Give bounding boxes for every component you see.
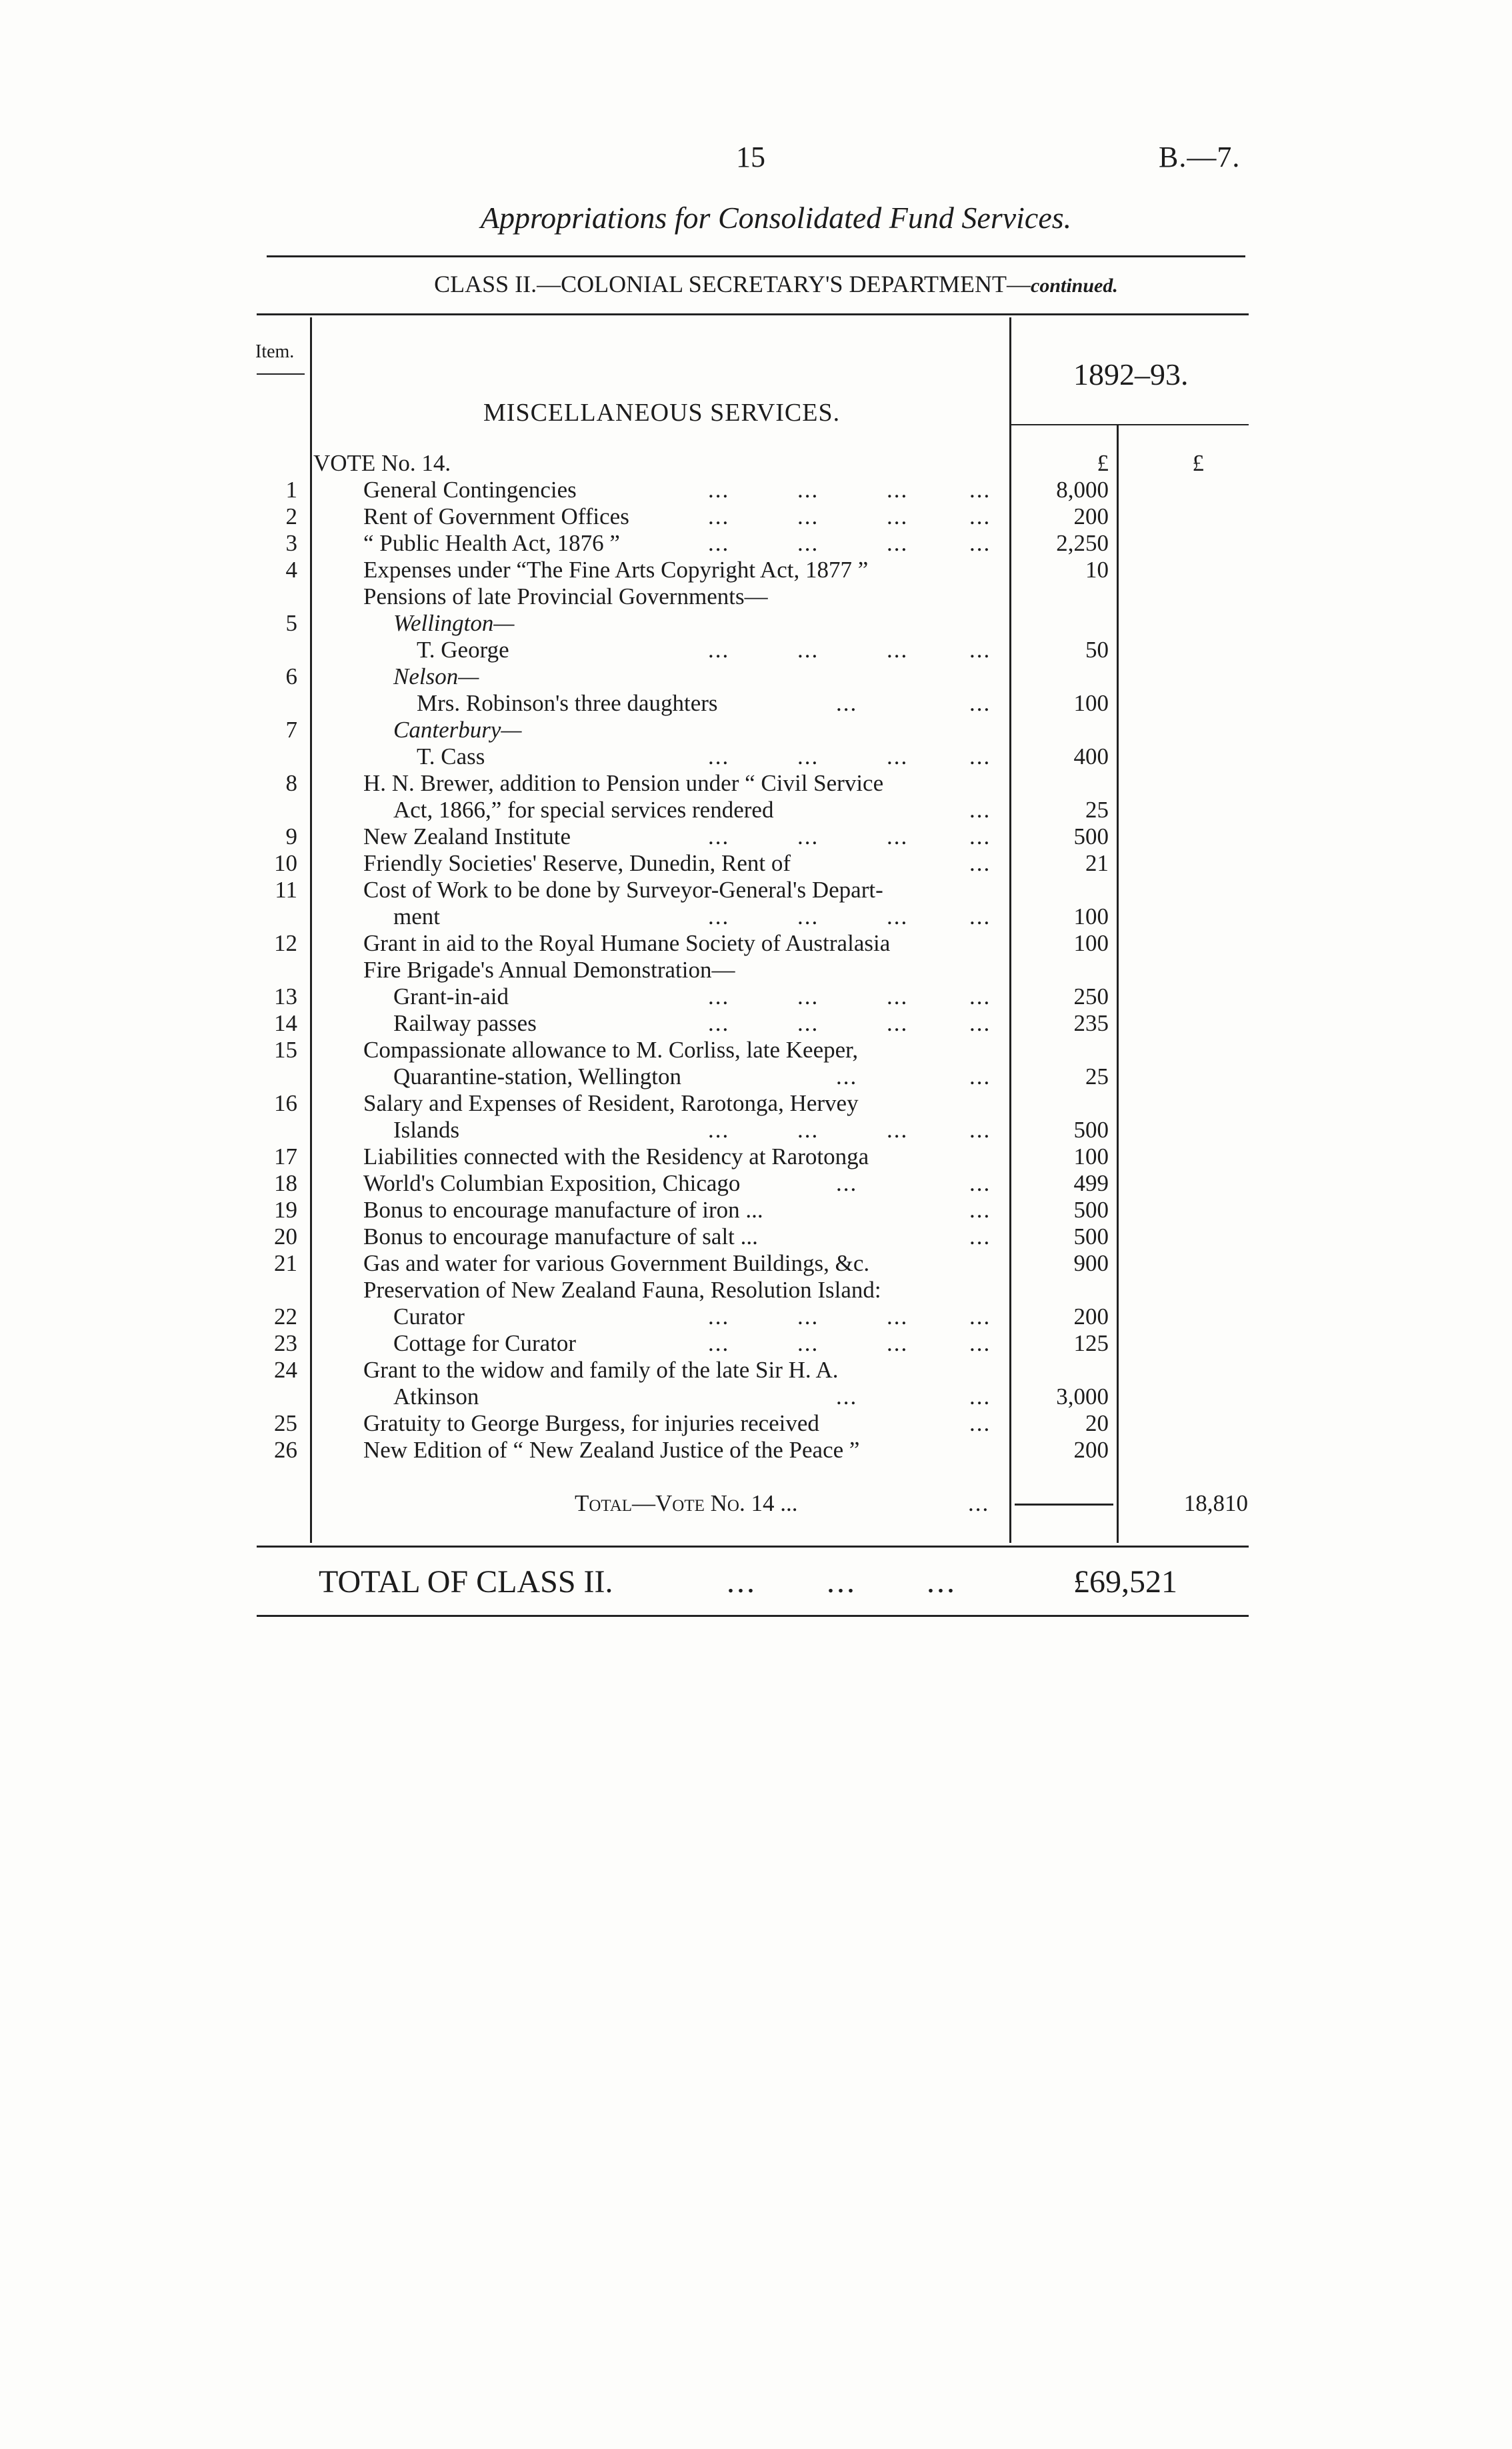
dot-leader: ...: [708, 1010, 730, 1036]
table-row: [0, 1410, 1512, 1437]
vote-total-row: [0, 1490, 1512, 1517]
item-description: Railway passes: [393, 1010, 537, 1036]
table-row: [0, 663, 1512, 690]
item-number: 13: [274, 983, 297, 1009]
table-row: [0, 903, 1512, 930]
table-row: [0, 557, 1512, 583]
dot-leader: ...: [969, 850, 991, 876]
table-row: [0, 850, 1512, 877]
dot-leader: ...: [887, 1117, 909, 1143]
item-description: Quarantine-station, Wellington: [393, 1063, 681, 1089]
item-number: 19: [274, 1197, 297, 1223]
year-header-rule: [1011, 424, 1249, 425]
dot-leader: ...: [797, 743, 819, 769]
dot-leader: ...: [887, 637, 909, 663]
item-description: Cost of Work to be done by Surveyor-General's Depart-: [363, 877, 883, 903]
item-number: 9: [285, 823, 297, 849]
table-top-rule: [257, 313, 1249, 315]
item-description: H. N. Brewer, addition to Pension under “ Civil Service: [363, 770, 884, 796]
dot-leader: ...: [969, 530, 991, 556]
dot-leader: ...: [969, 823, 991, 849]
item-description: Bonus to encourage manufacture of iron ...: [363, 1197, 763, 1223]
item-amount: 499: [1073, 1170, 1109, 1196]
table-row: [0, 770, 1512, 797]
item-amount: 25: [1085, 797, 1109, 823]
item-number: 23: [274, 1330, 297, 1356]
table-row: [0, 583, 1512, 610]
item-amount: 100: [1073, 930, 1109, 956]
dot-leader: ...: [797, 823, 819, 849]
dot-leader: ...: [969, 903, 991, 929]
item-amount: 100: [1073, 690, 1109, 716]
table-row: [0, 1037, 1512, 1063]
item-amount: 3,000: [1056, 1384, 1109, 1410]
class-heading-suffix: continued.: [1031, 275, 1118, 297]
item-description: World's Columbian Exposition, Chicago: [363, 1170, 741, 1196]
page-number: 15: [736, 141, 765, 173]
item-amount: 400: [1073, 743, 1109, 769]
dot-leader: ...: [969, 503, 991, 529]
item-number: 12: [274, 930, 297, 956]
item-amount: 21: [1085, 850, 1109, 876]
table-row: [0, 610, 1512, 637]
dot-leader: ...: [969, 1063, 991, 1089]
dot-leader: ...: [797, 1010, 819, 1036]
item-description: Mrs. Robinson's three daughters: [417, 690, 718, 716]
dot-leader: ...: [969, 1117, 991, 1143]
item-description: Grant-in-aid: [393, 983, 509, 1009]
item-number: 14: [274, 1010, 297, 1036]
item-amount: 8,000: [1056, 477, 1109, 503]
dot-leader: ...: [969, 1410, 991, 1436]
item-number: 25: [274, 1410, 297, 1436]
table-row: [0, 1063, 1512, 1090]
dot-leader: ...: [969, 1197, 991, 1223]
dot-leader: ...: [887, 1010, 909, 1036]
table-row: [0, 1117, 1512, 1143]
item-description: Gas and water for various Government Buildings, &c.: [363, 1250, 870, 1276]
table-row: [0, 530, 1512, 557]
dot-leader: ...: [708, 1304, 730, 1330]
item-amount: 500: [1073, 1197, 1109, 1223]
class-heading-text: CLASS II.—COLONIAL SECRETARY'S DEPARTMENT—: [434, 271, 1031, 297]
item-amount: 500: [1073, 1223, 1109, 1250]
table-row: [0, 1170, 1512, 1197]
item-description: Islands: [393, 1117, 460, 1143]
item-description: Expenses under “The Fine Arts Copyright Act, 1877 ”: [363, 557, 869, 583]
dot-leader: ...: [797, 477, 819, 503]
table-row: [0, 1304, 1512, 1330]
dot-leader: ...: [969, 1223, 991, 1250]
table-row: [0, 477, 1512, 503]
item-description: Bonus to encourage manufacture of salt ...: [363, 1223, 758, 1250]
class-heading: [0, 270, 1512, 298]
item-description: ment: [393, 903, 440, 929]
item-description: Grant to the widow and family of the late Sir H. A.: [363, 1357, 839, 1383]
item-amount: 125: [1073, 1330, 1109, 1356]
dot-leader: ...: [836, 1063, 858, 1089]
vote-total-value: 18,810: [1183, 1490, 1248, 1516]
item-description: Canterbury—: [393, 717, 522, 743]
dot-leader: ...: [797, 983, 819, 1009]
dot-leader: ...: [969, 1010, 991, 1036]
document-reference: B.—7.: [1159, 141, 1241, 173]
dot-leader: ...: [969, 637, 991, 663]
item-description: Act, 1866,” for special services rendered: [393, 797, 774, 823]
dot-leader: ...: [708, 903, 730, 929]
table-row: [0, 717, 1512, 743]
dot-leader: ...: [836, 1170, 858, 1196]
item-description: Gratuity to George Burgess, for injuries received: [363, 1410, 819, 1436]
item-number: 17: [274, 1143, 297, 1169]
dot-leader: ...: [969, 1304, 991, 1330]
item-description: Liabilities connected with the Residency at Rarotonga: [363, 1143, 869, 1169]
dot-leader: ...: [969, 1170, 991, 1196]
item-number: 21: [274, 1250, 297, 1276]
item-amount: 900: [1073, 1250, 1109, 1276]
item-description: Nelson—: [393, 663, 479, 689]
currency-right: £: [1192, 450, 1204, 476]
dot-leader: ...: [797, 530, 819, 556]
item-amount: 2,250: [1056, 530, 1109, 556]
dot-leader: ...: [708, 530, 730, 556]
item-description: Preservation of New Zealand Fauna, Resolution Island:: [363, 1277, 881, 1303]
table-row: [0, 743, 1512, 770]
table-row: [0, 503, 1512, 530]
item-number: 15: [274, 1037, 297, 1063]
dot-leader: ...: [708, 503, 730, 529]
section-title: MISCELLANEOUS SERVICES.: [483, 399, 841, 427]
dot-leader: ...: [887, 743, 909, 769]
dot-leader: ...: [887, 823, 909, 849]
dot-leader: ...: [887, 983, 909, 1009]
table-row: [0, 1197, 1512, 1223]
item-amount: 250: [1073, 983, 1109, 1009]
item-column-header: Item.: [255, 341, 295, 362]
item-amount: 100: [1073, 903, 1109, 929]
item-amount: 235: [1073, 1010, 1109, 1036]
page-title: Appropriations for Consolidated Fund Services.: [480, 201, 1072, 235]
dot-leader: ...: [887, 1330, 909, 1356]
dot-leader: ...: [708, 637, 730, 663]
dot-leader: ...: [708, 743, 730, 769]
item-number: 1: [285, 477, 297, 503]
dot-leader: ...: [708, 1117, 730, 1143]
page-bottom-rule: [257, 1615, 1249, 1617]
dot-leader: ...: [887, 503, 909, 529]
dot-leader: ...: [797, 903, 819, 929]
dot-leader: ...: [708, 477, 730, 503]
table-row: [0, 1090, 1512, 1117]
item-number: 10: [274, 850, 297, 876]
item-number: 24: [274, 1357, 297, 1383]
item-number: 5: [285, 610, 297, 636]
vote-label: VOTE No. 14.: [313, 450, 451, 476]
dot-leader: ...: [708, 983, 730, 1009]
item-description: T. Cass: [417, 743, 485, 769]
table-row: [0, 957, 1512, 983]
item-description: Rent of Government Offices: [363, 503, 629, 529]
class-total-label: TOTAL OF CLASS II.: [319, 1564, 613, 1600]
class-total-value: £69,521: [1073, 1564, 1177, 1600]
item-amount: 10: [1085, 557, 1109, 583]
item-number: 6: [285, 663, 297, 689]
vote-total-dots: ...: [968, 1490, 990, 1516]
dot-leader: ...: [797, 1117, 819, 1143]
item-amount: 500: [1073, 823, 1109, 849]
table-row: [0, 877, 1512, 903]
item-description: Fire Brigade's Annual Demonstration—: [363, 957, 735, 983]
class-total-row: [319, 1564, 957, 1600]
table-row: [0, 1250, 1512, 1277]
item-description: New Zealand Institute: [363, 823, 571, 849]
item-description: T. George: [417, 637, 509, 663]
year-column-header: 1892–93.: [1073, 357, 1189, 391]
table-row: [0, 1330, 1512, 1357]
item-number: 18: [274, 1170, 297, 1196]
item-amount: 500: [1073, 1117, 1109, 1143]
class-total-dots: ... ... ...: [727, 1564, 957, 1600]
dot-leader: ...: [887, 477, 909, 503]
dot-leader: ...: [969, 743, 991, 769]
table-row: [0, 1384, 1512, 1410]
item-number: 3: [285, 530, 297, 556]
vote-total-label: Total—Vote No. 14 ...: [575, 1490, 798, 1516]
dot-leader: ...: [969, 983, 991, 1009]
dot-leader: ...: [887, 903, 909, 929]
table-row: [0, 1357, 1512, 1384]
dot-leader: ...: [887, 530, 909, 556]
title-rule: [267, 255, 1245, 257]
item-amount: 200: [1073, 1437, 1109, 1463]
item-description: New Edition of “ New Zealand Justice of the Peace ”: [363, 1437, 860, 1463]
table-row: [0, 823, 1512, 850]
item-amount: 25: [1085, 1063, 1109, 1089]
item-number: 11: [275, 877, 297, 903]
dot-leader: ...: [797, 1330, 819, 1356]
item-description: Friendly Societies' Reserve, Dunedin, Rent of: [363, 850, 791, 876]
item-amount: 200: [1073, 503, 1109, 529]
dot-leader: ...: [797, 503, 819, 529]
item-description: Atkinson: [393, 1384, 479, 1410]
currency-left: £: [1097, 450, 1109, 476]
dot-leader: ...: [836, 690, 858, 716]
table-row: [0, 637, 1512, 663]
item-number: 16: [274, 1090, 297, 1116]
item-number: 4: [285, 557, 297, 583]
dot-leader: ...: [969, 690, 991, 716]
item-description: Wellington—: [393, 610, 515, 636]
item-description: Pensions of late Provincial Governments—: [363, 583, 768, 609]
dot-leader: ...: [708, 823, 730, 849]
item-number: 2: [285, 503, 297, 529]
item-number: 8: [285, 770, 297, 796]
item-number: 20: [274, 1223, 297, 1250]
item-description: Compassionate allowance to M. Corliss, late Keeper,: [363, 1037, 859, 1063]
dot-leader: ...: [797, 1304, 819, 1330]
table-row: [0, 930, 1512, 957]
item-description: Salary and Expenses of Resident, Rarotonga, Hervey: [363, 1090, 859, 1116]
table-row: [0, 1010, 1512, 1037]
vote-total-rule: [1015, 1504, 1113, 1506]
item-number: 7: [285, 717, 297, 743]
item-amount: 200: [1073, 1304, 1109, 1330]
dot-leader: ...: [708, 1330, 730, 1356]
table-row: [0, 690, 1512, 717]
item-amount: 100: [1073, 1143, 1109, 1169]
dot-leader: ...: [969, 1384, 991, 1410]
dot-leader: ...: [887, 1304, 909, 1330]
table-bottom-rule: [257, 1546, 1249, 1548]
table-row: [0, 1223, 1512, 1250]
item-description: General Contingencies: [363, 477, 577, 503]
item-header-rule: [257, 373, 305, 375]
table-row: [0, 1277, 1512, 1304]
vote-header-row: [0, 450, 1512, 477]
table-row: [0, 983, 1512, 1010]
item-description: “ Public Health Act, 1876 ”: [363, 530, 620, 556]
dot-leader: ...: [969, 477, 991, 503]
dot-leader: ...: [797, 637, 819, 663]
item-description: Grant in aid to the Royal Humane Society of Australasia: [363, 930, 891, 956]
item-amount: 50: [1085, 637, 1109, 663]
table-row: [0, 797, 1512, 823]
dot-leader: ...: [969, 797, 991, 823]
table-row: [0, 1143, 1512, 1170]
dot-leader: ...: [836, 1384, 858, 1410]
item-number: 22: [274, 1304, 297, 1330]
item-description: Curator: [393, 1304, 465, 1330]
table-row: [0, 1437, 1512, 1464]
dot-leader: ...: [969, 1330, 991, 1356]
item-number: 26: [274, 1437, 297, 1463]
item-description: Cottage for Curator: [393, 1330, 577, 1356]
item-amount: 20: [1085, 1410, 1109, 1436]
